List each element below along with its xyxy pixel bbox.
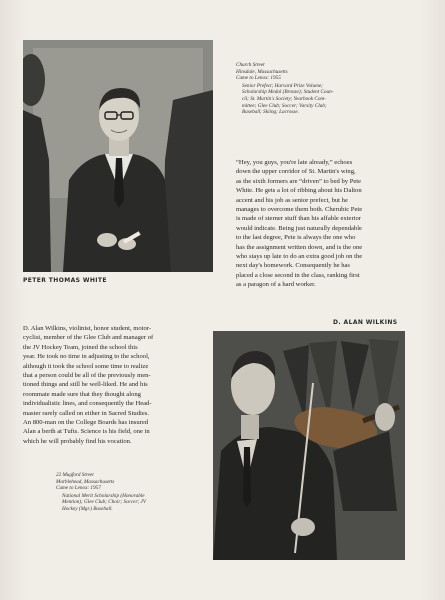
- activities-list: [56, 493, 206, 513]
- biography-peter-white: [236, 158, 408, 290]
- address-line: Church Street: [236, 62, 265, 68]
- bio-line: master rarely called on either in Sacred Studies.: [23, 409, 149, 417]
- bio-line: although it took the school some time to realize: [23, 362, 149, 370]
- bio-line: year. He took no time in adjusting to the school,: [23, 353, 150, 361]
- bio-line: accent and his job as senior prefect, but he: [236, 196, 348, 204]
- activities-line: Scholarship Medal (Bronze); Student Coun-: [242, 89, 334, 96]
- activities-line: National Merit Scholarship (Honorable: [62, 492, 145, 499]
- bio-line: Alan a berth at Tufts. Science is his field, one in: [23, 428, 150, 436]
- activities-line: Baseball; Skiing; Lacrosse.: [242, 109, 300, 116]
- bio-line: “Hey, you guys, you're late already,” echoes: [236, 159, 353, 166]
- portrait-illustration: [23, 40, 213, 272]
- came-to-lenox: Came to Lenox: 1955: [236, 75, 281, 82]
- bio-line: has the assignment written down, and is the one: [236, 243, 363, 251]
- bio-line: manages to overcome them both. Cherubic Pete: [236, 206, 363, 214]
- activities-line: Mention); Glee Club; Choir; Soccer; JV: [62, 499, 146, 506]
- address-line: Marblehead, Massachusetts: [56, 478, 115, 485]
- bio-line: which he will probably find his vocation.: [23, 437, 132, 445]
- bio-line: would indicate. Being just naturally dependable: [236, 224, 362, 232]
- activities-list: [236, 83, 406, 116]
- bio-line: tioned things and still be well-liked. He and his: [23, 381, 148, 389]
- biography-alan-wilkins: [23, 324, 203, 446]
- bio-line: to the last degree, Pete is always the one who: [236, 234, 356, 242]
- bio-line: that a person could be all of the previously men-: [23, 372, 151, 380]
- student-details-alan-wilkins: [56, 472, 206, 513]
- bio-line: cyclist, member of the Glee Club and manager of: [23, 334, 154, 342]
- portrait-photo-alan-wilkins: [213, 331, 405, 560]
- came-to-lenox: Came to Lenox: 1957: [56, 485, 101, 492]
- student-name-caption: PETER THOMAS WHITE: [23, 277, 107, 284]
- address-line: 22 Mugford Street: [56, 472, 94, 478]
- bio-line: next day's homework. Consequently he has: [236, 262, 350, 270]
- bio-line: An 800-man on the College Boards has insured: [23, 419, 149, 427]
- student-details-peter-white: [236, 62, 406, 116]
- bio-line: as a paragon of a hard worker.: [236, 281, 316, 289]
- bio-line: the JV Hockey Team, joined the school this: [23, 343, 138, 351]
- bio-line: roommate made sure that they thought along: [23, 390, 141, 398]
- bio-line: as the sixth formers are “driven” to bed by Pete: [236, 177, 362, 185]
- bio-line: who stays up late to do an extra good job on the: [236, 253, 363, 261]
- activities-line: Senior Prefect; Harvard Prize Volume;: [242, 82, 323, 89]
- activities-line: cil; St. Martin's Society; Yearbook Com-: [242, 95, 326, 102]
- bio-line: down the upper corridor of St. Martin's wing,: [236, 168, 356, 176]
- bio-line: White. He gets a lot of ribbing about his Dalton: [236, 187, 362, 195]
- bio-line: individualistic lines, and consequently the Head-: [23, 400, 152, 408]
- bio-line: D. Alan Wilkins, violinist, honor student, motor-: [23, 325, 152, 332]
- activities-line: Hockey (Mgr.) Baseball.: [62, 505, 113, 512]
- address-line: Hinsdale, Massachusetts: [236, 68, 288, 75]
- bio-line: placed a close second in the class, ranking first: [236, 271, 360, 279]
- student-name-caption: D. ALAN WILKINS: [333, 319, 398, 326]
- portrait-photo-peter-white: [23, 40, 213, 272]
- bio-line: is made of sterner stuff than his affable exterior: [236, 215, 361, 223]
- activities-line: mittee; Glee Club; Soccer; Varsity Club;: [242, 102, 327, 109]
- violinist-illustration: [213, 331, 405, 560]
